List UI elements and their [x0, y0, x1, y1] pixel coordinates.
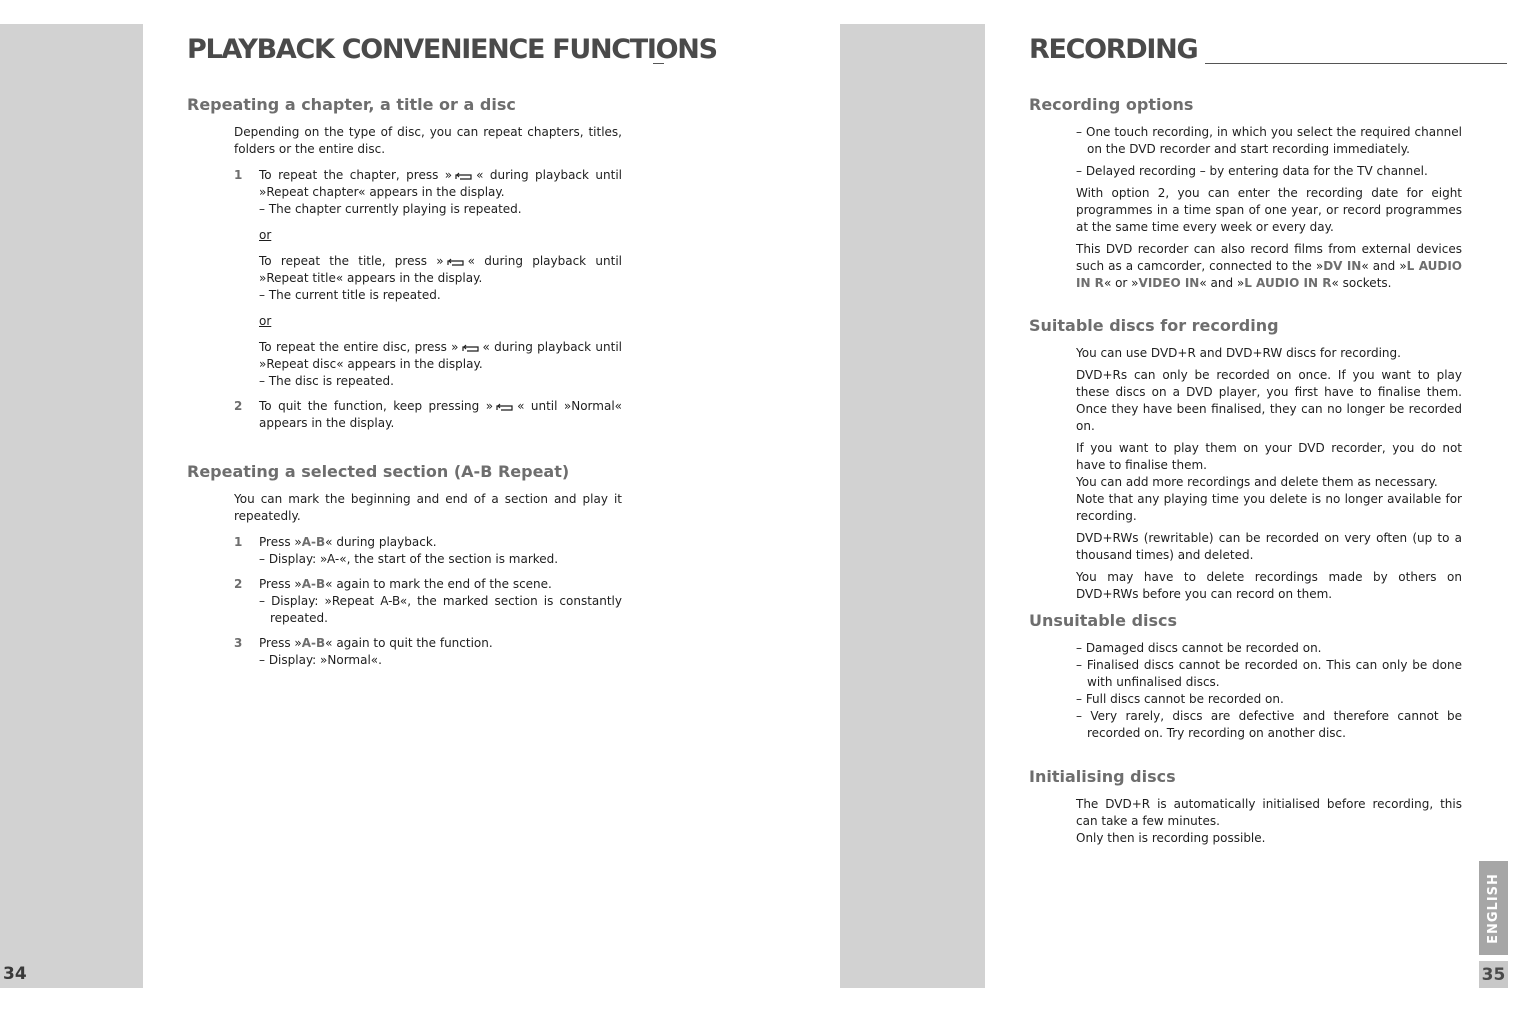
page-number-right: 35: [1479, 961, 1508, 988]
repeat-title-instruction: To repeat the title, press » « during playback until »Repeat title« appears in the display.: [259, 254, 622, 285]
title-rule-left: [653, 63, 664, 64]
suitable-p3: [1076, 440, 1462, 525]
l-audio-in-r-key: L AUDIO IN R: [1076, 259, 1462, 290]
repeat-icon: [461, 343, 481, 353]
right-margin-bar: [840, 24, 985, 988]
step-number: 2: [234, 399, 243, 413]
suitable-p3a: If you want to play them on your DVD recorder, you do not have to finalise them.: [1076, 441, 1462, 472]
repeat-chapter-result: – The chapter currently playing is repeated.: [259, 202, 522, 216]
unsuitable-defective: – Very rarely, discs are defective and therefore cannot be recorded on. Try recording on another disc.: [1076, 709, 1462, 740]
unsuitable-damaged: – Damaged discs cannot be recorded on.: [1076, 641, 1322, 655]
initialising-discs-body: [1076, 796, 1462, 847]
heading-initialising-discs: Initialising discs: [1029, 767, 1176, 786]
or-separator: or: [259, 314, 272, 328]
heading-recording-options: Recording options: [1029, 95, 1194, 114]
repeat-disc-instruction: To repeat the entire disc, press » « during playback until »Repeat disc« appears in the display.: [259, 340, 622, 371]
repeat-step-1: [234, 167, 622, 390]
video-in-key: VIDEO IN: [1138, 276, 1200, 290]
page-title-right: RECORDING: [1029, 34, 1198, 65]
repeat-icon: [495, 402, 515, 412]
ab-step-2-result: – Display: »Repeat A-B«, the marked section is constantly repeated.: [259, 594, 622, 625]
ab-key: A-B: [301, 535, 326, 549]
recording-option-one-touch: – One touch recording, in which you select the required channel on the DVD recorder and start recording immediately.: [1076, 125, 1462, 156]
ab-key: A-B: [301, 577, 326, 591]
repeat-title-result: – The current title is repeated.: [259, 288, 441, 302]
heading-unsuitable-discs: Unsuitable discs: [1029, 611, 1178, 630]
suitable-p2: DVD+Rs can only be recorded on once. If you want to play these discs on a DVD player, you first have to finalise them. Once they have been finalised, they can no longer be recorded on.: [1076, 368, 1462, 433]
suitable-p3c: Note that any playing time you delete is no longer available for recording.: [1076, 492, 1462, 523]
unsuitable-finalised: – Finalised discs cannot be recorded on. This can only be done with unfinalised discs.: [1076, 658, 1462, 689]
ab-step-1: [234, 534, 622, 568]
repeat-disc-result: – The disc is repeated.: [259, 374, 394, 388]
language-tab: ENGLISH: [1479, 861, 1508, 955]
repeat-icon: [446, 257, 466, 267]
title-rule-right: [1205, 63, 1507, 64]
heading-repeating-chapter: Repeating a chapter, a title or a disc: [187, 95, 516, 114]
heading-ab-repeat: Repeating a selected section (A-B Repeat): [187, 462, 570, 481]
ab-key: A-B: [301, 636, 326, 650]
left-margin-bar: [0, 24, 143, 988]
recording-options-para2: This DVD recorder can also record films from external devices such as a camcorder, connected to the »DV IN« and »L AUDIO IN R« or »VIDEO IN« and »L AUDIO IN R« sockets.: [1076, 242, 1462, 290]
ab-step-1-instruction: Press »A-B« during playback.: [259, 535, 437, 549]
section-ab-body: [234, 491, 622, 677]
recording-options-para1: With option 2, you can enter the recording date for eight programmes in a time span of one year, or record programmes at the same time every week or every day.: [1076, 186, 1462, 234]
ab-step-1-result: – Display: »A-«, the start of the section is marked.: [259, 552, 559, 566]
ab-step-3-instruction: Press »A-B« again to quit the function.: [259, 636, 493, 650]
suitable-discs-body: [1076, 345, 1462, 608]
suitable-p1: You can use DVD+R and DVD+RW discs for recording.: [1076, 346, 1401, 360]
ab-step-3: [234, 635, 622, 669]
quit-repeat-instruction: To quit the function, keep pressing » « until »Normal« appears in the display.: [259, 399, 622, 430]
repeat-step-2: [234, 398, 622, 432]
page-title-left: PLAYBACK CONVENIENCE FUNCTIONS: [187, 34, 717, 65]
dv-in-key: DV IN: [1323, 259, 1362, 273]
repeat-chapter-instruction: To repeat the chapter, press » « during playback until »Repeat chapter« appears in the display.: [259, 168, 622, 199]
ab-step-3-result: – Display: »Normal«.: [259, 653, 382, 667]
heading-suitable-discs: Suitable discs for recording: [1029, 316, 1279, 335]
unsuitable-discs-body: [1076, 640, 1462, 742]
page-number-left: 34: [3, 964, 27, 984]
suitable-p4: DVD+RWs (rewritable) can be recorded on very often (up to a thousand times) and deleted.: [1076, 531, 1462, 562]
section-repeat-body: [234, 124, 622, 440]
initialising-p1: The DVD+R is automatically initialised before recording, this can take a few minutes.: [1076, 797, 1462, 828]
initialising-p2: Only then is recording possible.: [1076, 831, 1266, 845]
recording-option-delayed: – Delayed recording – by entering data for the TV channel.: [1076, 164, 1428, 178]
recording-options-body: [1076, 124, 1462, 297]
suitable-p5: You may have to delete recordings made by others on DVD+RWs before you can record on them.: [1076, 570, 1462, 601]
repeat-intro: Depending on the type of disc, you can repeat chapters, titles, folders or the entire disc.: [234, 125, 622, 156]
unsuitable-full: – Full discs cannot be recorded on.: [1076, 692, 1284, 706]
l-audio-in-r-key: L AUDIO IN R: [1244, 276, 1332, 290]
step-number: 1: [234, 168, 243, 182]
ab-step-2-instruction: Press »A-B« again to mark the end of the scene.: [259, 577, 552, 591]
step-number: 2: [234, 577, 243, 591]
ab-step-2: [234, 576, 622, 627]
suitable-p3b: You can add more recordings and delete them as necessary.: [1076, 475, 1438, 489]
step-number: 3: [234, 636, 243, 650]
repeat-icon: [454, 171, 474, 181]
ab-intro: You can mark the beginning and end of a section and play it repeatedly.: [234, 492, 622, 523]
or-separator: or: [259, 228, 272, 242]
step-number: 1: [234, 535, 243, 549]
